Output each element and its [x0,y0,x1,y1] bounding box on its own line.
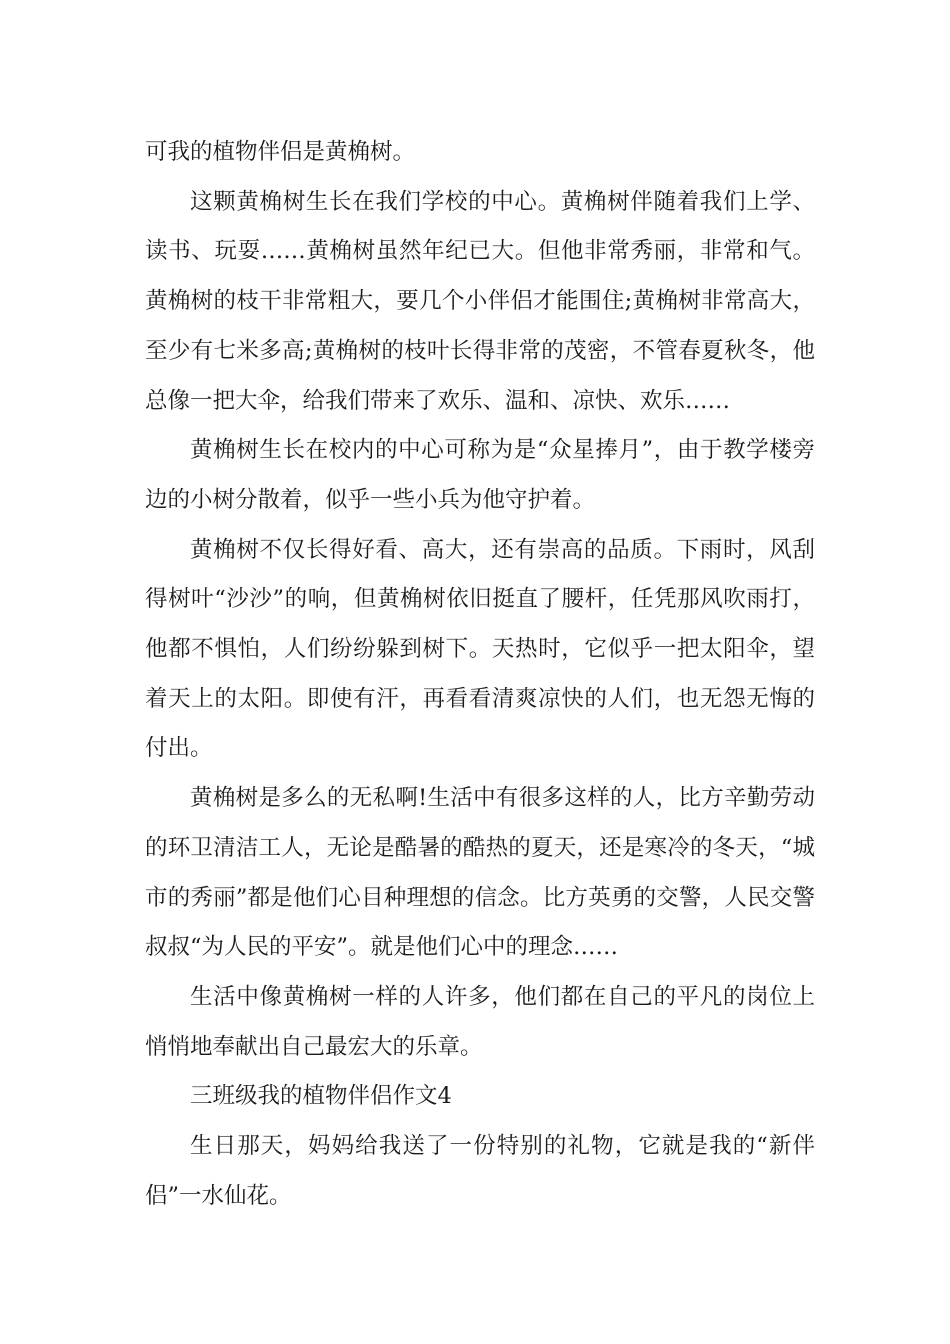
document-body [145,128,815,1221]
paragraph-2: 这颗黄桷树生长在我们学校的中心。黄桷树伴随着我们上学、读书、玩耍……黄桷树虽然年纪已大。但他非常秀丽，非常和气。黄桷树的枝干非常粗大，要几个小伴侣才能围住;黄桷树非常高大，至少有七米多高;黄桷树的枝叶长得非常的茂密，不管春夏秋冬，他总像一把大伞，给我们带来了欢乐、温和、凉快、欢乐…… [145,188,815,414]
paragraph-6: 生活中像黄桷树一样的人许多，他们都在自己的平凡的岗位上悄悄地奉献出自己最宏大的乐章。 [145,983,815,1060]
paragraph-7: 生日那天，妈妈给我送了一份特别的礼物，它就是我的“新伴侣”一水仙花。 [145,1133,815,1209]
paragraph-3: 黄桷树生长在校内的中心可称为是“众星捧月”，由于教学楼旁边的小树分散着，似乎一些小兵为他守护着。 [145,437,815,513]
paragraph-5: 黄桷树是多么的无私啊!生活中有很多这样的人，比方辛勤劳动的环卫清洁工人，无论是酷暑的酷热的夏天，还是寒冷的冬天，“城市的秀丽”都是他们心目种理想的信念。比方英勇的交警，人民交警叔叔“为人民的平安”。就是他们心中的理念…… [145,785,815,961]
paragraph-4: 黄桷树不仅长得好看、高大，还有崇高的品质。下雨时，风刮得树叶“沙沙”的响，但黄桷树依旧挺直了腰杆，任凭那风吹雨打，他都不惧怕，人们纷纷躲到树下。天热时，它似乎一把太阳伞，望着天上的太阳。即使有汗，再看看清爽凉快的人们，也无怨无悔的付出。 [145,536,815,762]
section-heading: 三班级我的植物伴侣作文4 [190,1083,452,1110]
paragraph-1: 可我的植物伴侣是黄桷树。 [145,139,416,165]
